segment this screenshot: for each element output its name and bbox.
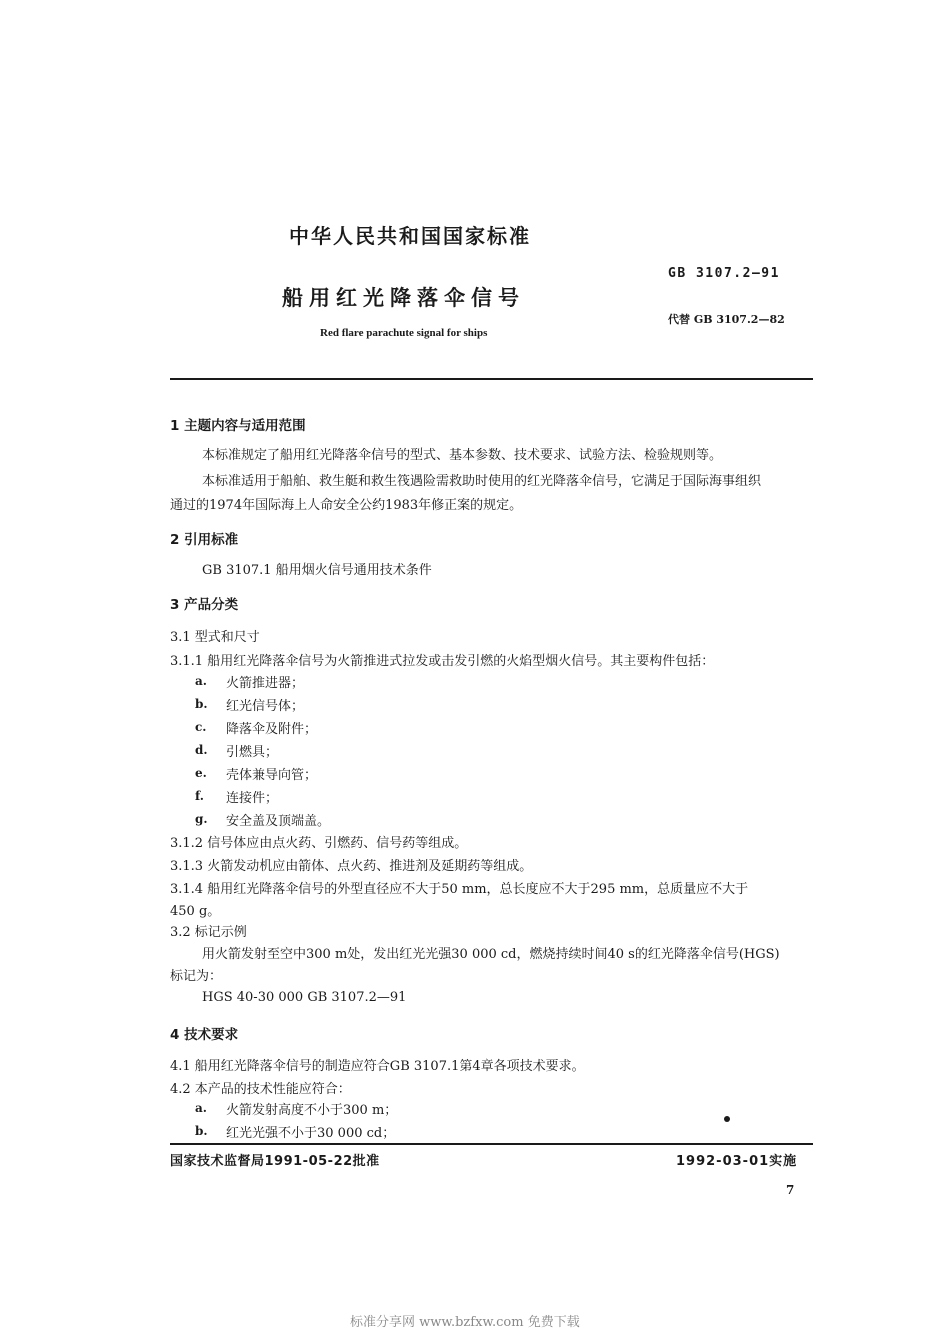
requirement-label: a. bbox=[195, 1101, 207, 1115]
page-number: 7 bbox=[786, 1183, 795, 1197]
approval-date: 国家技术监督局1991-05-22批准 bbox=[170, 1154, 380, 1169]
section-3-1: 3.1 型式和尺寸 bbox=[170, 630, 260, 645]
section-1-paragraph-2-line-1: 本标准适用于船舶、救生艇和救生筏遇险需救助时使用的红光降落伞信号，它满足于国际海事组织 bbox=[202, 474, 762, 489]
requirement-label: b. bbox=[195, 1124, 208, 1138]
replaces-code: 代替 GB 3107.2—82 bbox=[668, 313, 785, 326]
watermark-footer: 标准分享网 www.bzfxw.com 免费下载 bbox=[350, 1315, 580, 1330]
section-3-1-2: 3.1.2 信号体应由点火药、引燃药、信号药等组成。 bbox=[170, 836, 468, 851]
document-title-en: Red flare parachute signal for ships bbox=[320, 327, 488, 339]
section-1-heading: 1 主题内容与适用范围 bbox=[170, 418, 306, 434]
section-3-1-1: 3.1.1 船用红光降落伞信号为火箭推进式拉发或击发引燃的火焰型烟火信号。其主要构件包括： bbox=[170, 654, 715, 669]
section-4-2: 4.2 本产品的技术性能应符合： bbox=[170, 1082, 351, 1097]
document-title-cn: 船用红光降落伞信号 bbox=[282, 286, 525, 310]
requirement-item: 火箭发射高度不小于300 m； bbox=[226, 1103, 398, 1118]
section-3-2-marking-label: 标记为： bbox=[170, 969, 223, 984]
component-label: b. bbox=[195, 697, 208, 711]
national-standard-title: 中华人民共和国国家标准 bbox=[289, 224, 531, 248]
reference-standard: GB 3107.1 船用烟火信号通用技术条件 bbox=[202, 563, 432, 578]
header-divider bbox=[170, 378, 813, 380]
section-1-paragraph-2-line-2: 通过的1974年国际海上人命安全公约1983年修正案的规定。 bbox=[170, 498, 523, 513]
section-3-heading: 3 产品分类 bbox=[170, 597, 239, 613]
component-label: d. bbox=[195, 743, 208, 757]
component-label: c. bbox=[195, 720, 207, 734]
component-item: 引燃具； bbox=[226, 745, 279, 760]
scan-speck bbox=[724, 1116, 730, 1122]
component-label: g. bbox=[195, 812, 208, 826]
requirement-item: 红光光强不小于30 000 cd； bbox=[226, 1126, 396, 1141]
marking-example: HGS 40-30 000 GB 3107.2—91 bbox=[202, 990, 407, 1005]
section-3-2-paragraph: 用火箭发射至空中300 m处，发出红光光强30 000 cd，燃烧持续时间40 s的红光降落伞信号(HGS) bbox=[202, 947, 780, 962]
section-3-2: 3.2 标记示例 bbox=[170, 925, 247, 940]
component-label: f. bbox=[195, 789, 204, 803]
section-4-heading: 4 技术要求 bbox=[170, 1027, 239, 1043]
component-item: 红光信号体； bbox=[226, 699, 305, 714]
section-1-paragraph-1: 本标准规定了船用红光降落伞信号的型式、基本参数、技术要求、试验方法、检验规则等。 bbox=[202, 448, 723, 463]
section-4-1: 4.1 船用红光降落伞信号的制造应符合GB 3107.1第4章各项技术要求。 bbox=[170, 1059, 585, 1074]
component-label: e. bbox=[195, 766, 207, 780]
footer-divider bbox=[170, 1143, 813, 1145]
component-item: 壳体兼导向管； bbox=[226, 768, 318, 783]
section-3-1-4-line-1: 3.1.4 船用红光降落伞信号的外型直径应不大于50 mm，总长度应不大于295 mm，总质量应不大于 bbox=[170, 882, 749, 897]
section-3-1-4-line-2: 450 g。 bbox=[170, 904, 221, 919]
component-item: 火箭推进器； bbox=[226, 676, 305, 691]
effective-date: 1992-03-01实施 bbox=[676, 1154, 798, 1169]
component-item: 安全盖及顶端盖。 bbox=[226, 814, 331, 829]
section-3-1-3: 3.1.3 火箭发动机应由箭体、点火药、推进剂及延期药等组成。 bbox=[170, 859, 533, 874]
component-label: a. bbox=[195, 674, 207, 688]
component-item: 降落伞及附件； bbox=[226, 722, 318, 737]
component-item: 连接件； bbox=[226, 791, 279, 806]
standard-code: GB 3107.2—91 bbox=[668, 266, 780, 281]
section-2-heading: 2 引用标准 bbox=[170, 532, 239, 548]
